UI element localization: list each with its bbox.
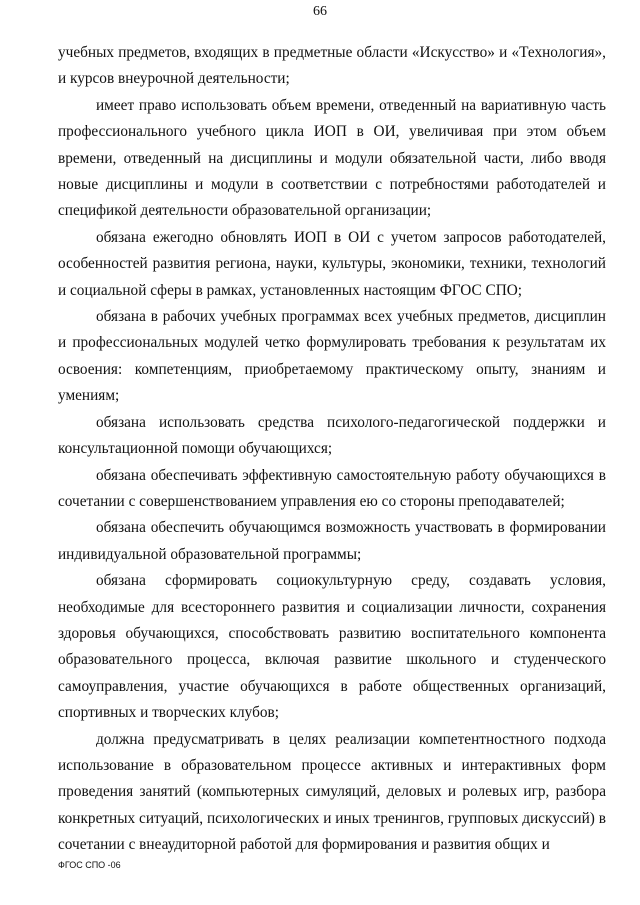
paragraph-psychological-support: обязана использовать средства психолого-педагогической поддержки и консультационной помощи обучающихся; [58, 413, 606, 458]
page-footer: ФГОС СПО -06 [58, 860, 121, 870]
paragraph-competence-approach: должна предусматривать в целях реализации компетентностного подхода использование в образовательном процессе активных и интерактивных форм проведения занятий (компьютерных симуляций, деловых и ролевых игр, разбора конкретных ситуаций, психологических и иных тренингов, групповых дискуссий) в сочетании с внеаудиторной работой для формирования и развития общих и [58, 730, 606, 854]
page-number: 66 [313, 4, 327, 19]
body-text [58, 40, 606, 859]
paragraph-annual-update: обязана ежегодно обновлять ИОП в ОИ с учетом запросов работодателей, особенностей развития региона, науки, культуры, экономики, техники, технологий и социальной сферы в рамках, установленных настоящим ФГОС СПО; [58, 228, 606, 299]
paragraph-variative-time: имеет право использовать объем времени, отведенный на вариативную часть профессионального учебного цикла ИОП в ОИ, увеличивая при этом объем времени, отведенный на дисциплины и модули обязательной части, либо вводя новые дисциплины и модули в соответствии с потребностями работодателей и спецификой деятельности образовательной организации; [58, 96, 606, 220]
paragraph-continuation: учебных предметов, входящих в предметные области «Искусство» и «Технология», и курсов внеурочной деятельности; [58, 44, 606, 88]
paragraph-individual-program: обязана обеспечить обучающимся возможность участвовать в формировании индивидуальной образовательной программы; [58, 519, 606, 563]
paragraph-independent-work: обязана обеспечивать эффективную самостоятельную работу обучающихся в сочетании с совершенствованием управления ею со стороны преподавателей; [58, 466, 606, 510]
paragraph-sociocultural-environment: обязана сформировать социокультурную среду, создавать условия, необходимые для всестороннего развития и социализации личности, сохранения здоровья обучающихся, способствовать развитию воспитательного компонента образовательного процесса, включая развитие школьного и студенческого самоуправления, участие обучающихся в работе общественных организаций, спортивных и творческих клубов; [58, 572, 606, 722]
paragraph-work-programs: обязана в рабочих учебных программах всех учебных предметов, дисциплин и профессиональных модулей четко формулировать требования к результатам их освоения: компетенциям, приобретаемому практическому опыту, знаниям и умениям; [58, 308, 606, 405]
